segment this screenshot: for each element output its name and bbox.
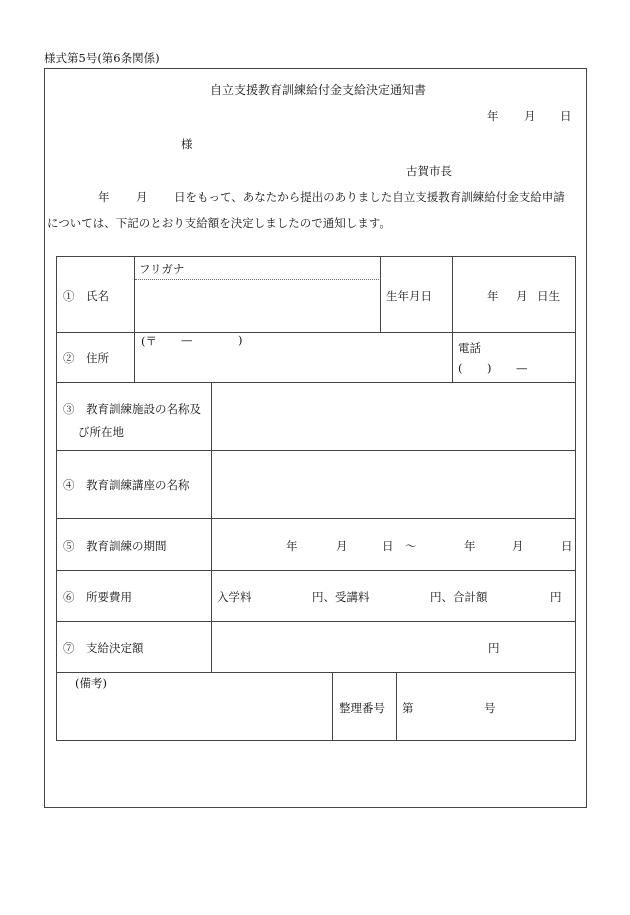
dob-month: 月 — [516, 289, 528, 303]
document-title: 自立支援教育訓練給付金支給決定通知書 — [210, 83, 427, 97]
period-to-day: 日 — [561, 539, 573, 553]
period-label: ⑤ 教育訓練の期間 — [63, 539, 167, 553]
address-label: ② 住所 — [63, 351, 109, 365]
period-tilde: ～ — [405, 539, 417, 553]
period-to-month: 月 — [512, 539, 524, 553]
body-line1: 日をもって、あなたから提出のありました自立支援教育訓練給付金支給申請 — [174, 190, 565, 204]
column-divider — [452, 257, 453, 382]
admission-fee-label: 入学料 — [217, 590, 252, 604]
furigana-divider — [135, 279, 379, 280]
body-line2: については、下記のとおり支給額を決定しましたので通知します。 — [47, 216, 391, 230]
row-divider — [57, 450, 575, 451]
date-month: 月 — [524, 109, 536, 123]
row-divider — [57, 382, 575, 383]
phone-label: 電話 — [458, 341, 481, 355]
addressee-suffix: 様 — [181, 137, 193, 151]
phone-open: ( — [458, 361, 463, 375]
remarks-label: (備考) — [75, 676, 107, 690]
row-divider — [57, 672, 575, 673]
yen-suffix: 円 — [550, 590, 562, 604]
period-from-year: 年 — [286, 539, 298, 553]
date-year: 年 — [487, 109, 499, 123]
postal-dash: — — [181, 333, 193, 347]
institution-label-2: び所在地 — [78, 425, 124, 439]
payment-yen: 円 — [488, 641, 500, 655]
reference-prefix: 第 — [402, 701, 414, 715]
row-divider — [57, 518, 575, 519]
reference-suffix: 号 — [484, 701, 496, 715]
tuition-fee-label: 円、受講料 — [312, 590, 370, 604]
furigana-label: フリガナ — [139, 262, 185, 276]
column-divider — [211, 382, 212, 672]
details-table — [56, 256, 576, 741]
row-divider — [57, 621, 575, 622]
dob-label: 生年月日 — [386, 289, 432, 303]
body-year: 年 — [98, 190, 110, 204]
period-to-year: 年 — [464, 539, 476, 553]
reference-number-label: 整理番号 — [339, 701, 385, 715]
date-day: 日 — [560, 109, 572, 123]
course-label: ④ 教育訓練講座の名称 — [63, 478, 190, 492]
column-divider — [396, 672, 397, 740]
row-divider — [57, 570, 575, 571]
postal-open: (〒 — [141, 334, 157, 348]
dob-day: 日生 — [537, 289, 560, 303]
dob-year: 年 — [487, 289, 499, 303]
total-fee-label: 円、合計額 — [430, 590, 488, 604]
name-label: ① 氏名 — [63, 289, 109, 303]
phone-dash: — — [516, 361, 528, 375]
postal-close: ) — [238, 333, 243, 347]
issuer: 古賀市長 — [406, 164, 452, 178]
form-number: 様式第5号(第6条関係) — [44, 51, 160, 65]
period-from-day: 日 — [382, 539, 394, 553]
period-from-month: 月 — [336, 539, 348, 553]
column-divider — [134, 257, 135, 382]
institution-label-1: ③ 教育訓練施設の名称及 — [63, 402, 201, 416]
column-divider — [332, 672, 333, 740]
cost-label: ⑥ 所要費用 — [63, 590, 132, 604]
payment-amount-label: ⑦ 支給決定額 — [63, 641, 144, 655]
column-divider — [380, 257, 381, 332]
phone-close: ) — [487, 361, 492, 375]
body-month: 月 — [136, 190, 148, 204]
